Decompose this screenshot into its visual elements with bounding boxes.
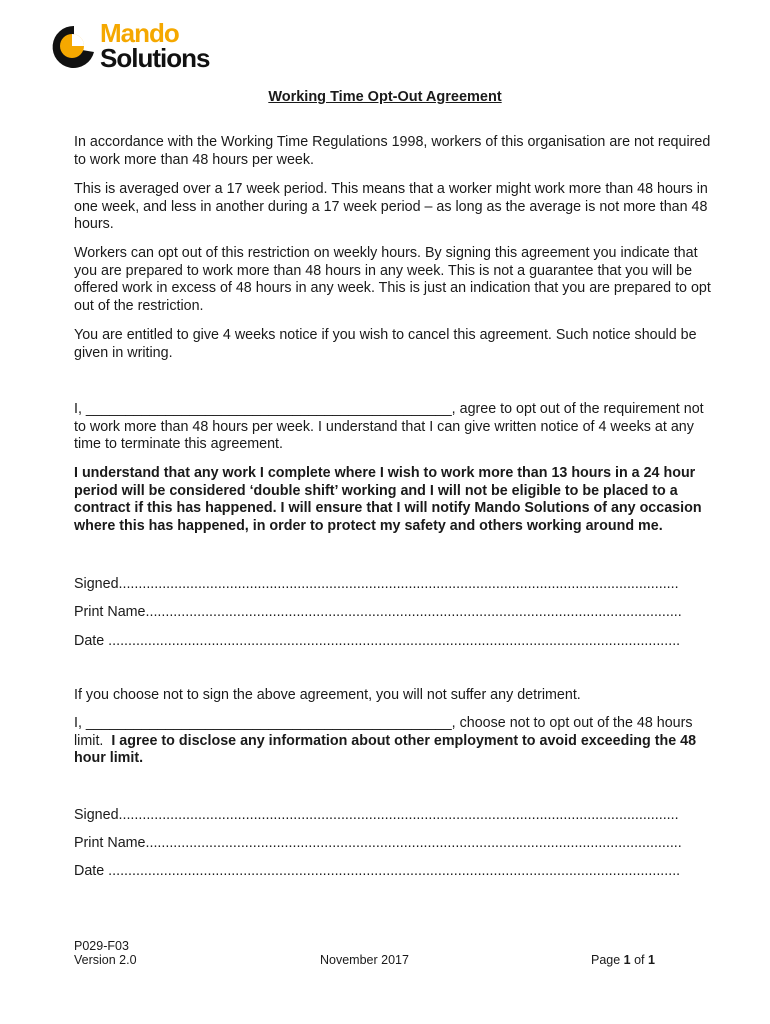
intro-paragraph-4: You are entitled to give 4 weeks notice if you wish to cancel this agreement. Such notice should be given in writing. <box>74 327 697 361</box>
company-logo <box>48 18 228 72</box>
intro-paragraph-3: Workers can opt out of this restriction on weekly hours. By signing this agreement you indicate that you are prepared to work more than 48 hours in any week. This is not a guarantee that you will be offered work in excess of 48 hours in any week. This is just an indication that you are prepared to opt out of the restriction. <box>74 245 711 314</box>
nooptout-intro: If you choose not to sign the above agreement, you will not suffer any detriment. <box>74 687 581 703</box>
footer-version: Version 2.0 <box>74 953 137 967</box>
footer-page-number: Page 1 of 1 <box>591 953 655 967</box>
nooptout-statement-bold: I agree to disclose any information about other employment to avoid exceeding the 48 hour limit. <box>74 732 697 766</box>
footer-doc-info <box>74 939 137 967</box>
optout-bold-statement: I understand that any work I complete where I wish to work more than 13 hours in a 24 hour period will be considered ‘double shift’ working and I will not be eligible to be placed to a contract if this has happened. I will ensure that I will notify Mando Solutions of any occasion where this has happened, in order to protect my safety and others working around me. <box>74 465 702 534</box>
intro-paragraph-2: This is averaged over a 17 week period. This means that a worker might work more than 48 hours in one week, and less in another during a 17 week period – as long as the average is not more than 48 hours. <box>74 181 708 232</box>
footer-date: November 2017 <box>320 953 409 967</box>
footer-code: P029-F03 <box>74 939 129 953</box>
nooptout-statement-normal: I, ______________________________________________, choose not to opt out of the 48 hours limit. <box>74 715 693 749</box>
optout-signed-line: Signed............................................................................................................................................. <box>74 576 679 592</box>
document-title: Working Time Opt-Out Agreement <box>268 89 502 105</box>
intro-paragraph-1: In accordance with the Working Time Regulations 1998, workers of this organisation are not required to work more than 48 hours per week. <box>74 134 711 168</box>
nooptout-statement <box>74 715 714 768</box>
nooptout-print-name-line: Print Name....................................................................................................................................... <box>74 835 682 851</box>
optout-date-line: Date ................................................................................................................................................ <box>74 633 681 649</box>
logo-word-solutions: Solutions <box>100 43 210 73</box>
optout-statement: I, ______________________________________________, agree to opt out of the requirement not to work more than 48 hours per week. I understand that I can give written notice of 4 weeks at any time to terminate this agreement. <box>74 401 704 452</box>
logo-mark-icon <box>48 22 100 72</box>
nooptout-date-line: Date ................................................................................................................................................ <box>74 863 681 879</box>
optout-print-name-line: Print Name....................................................................................................................................... <box>74 604 682 620</box>
nooptout-signed-line: Signed............................................................................................................................................. <box>74 807 679 823</box>
logo-word-mando: Mando <box>100 18 179 48</box>
